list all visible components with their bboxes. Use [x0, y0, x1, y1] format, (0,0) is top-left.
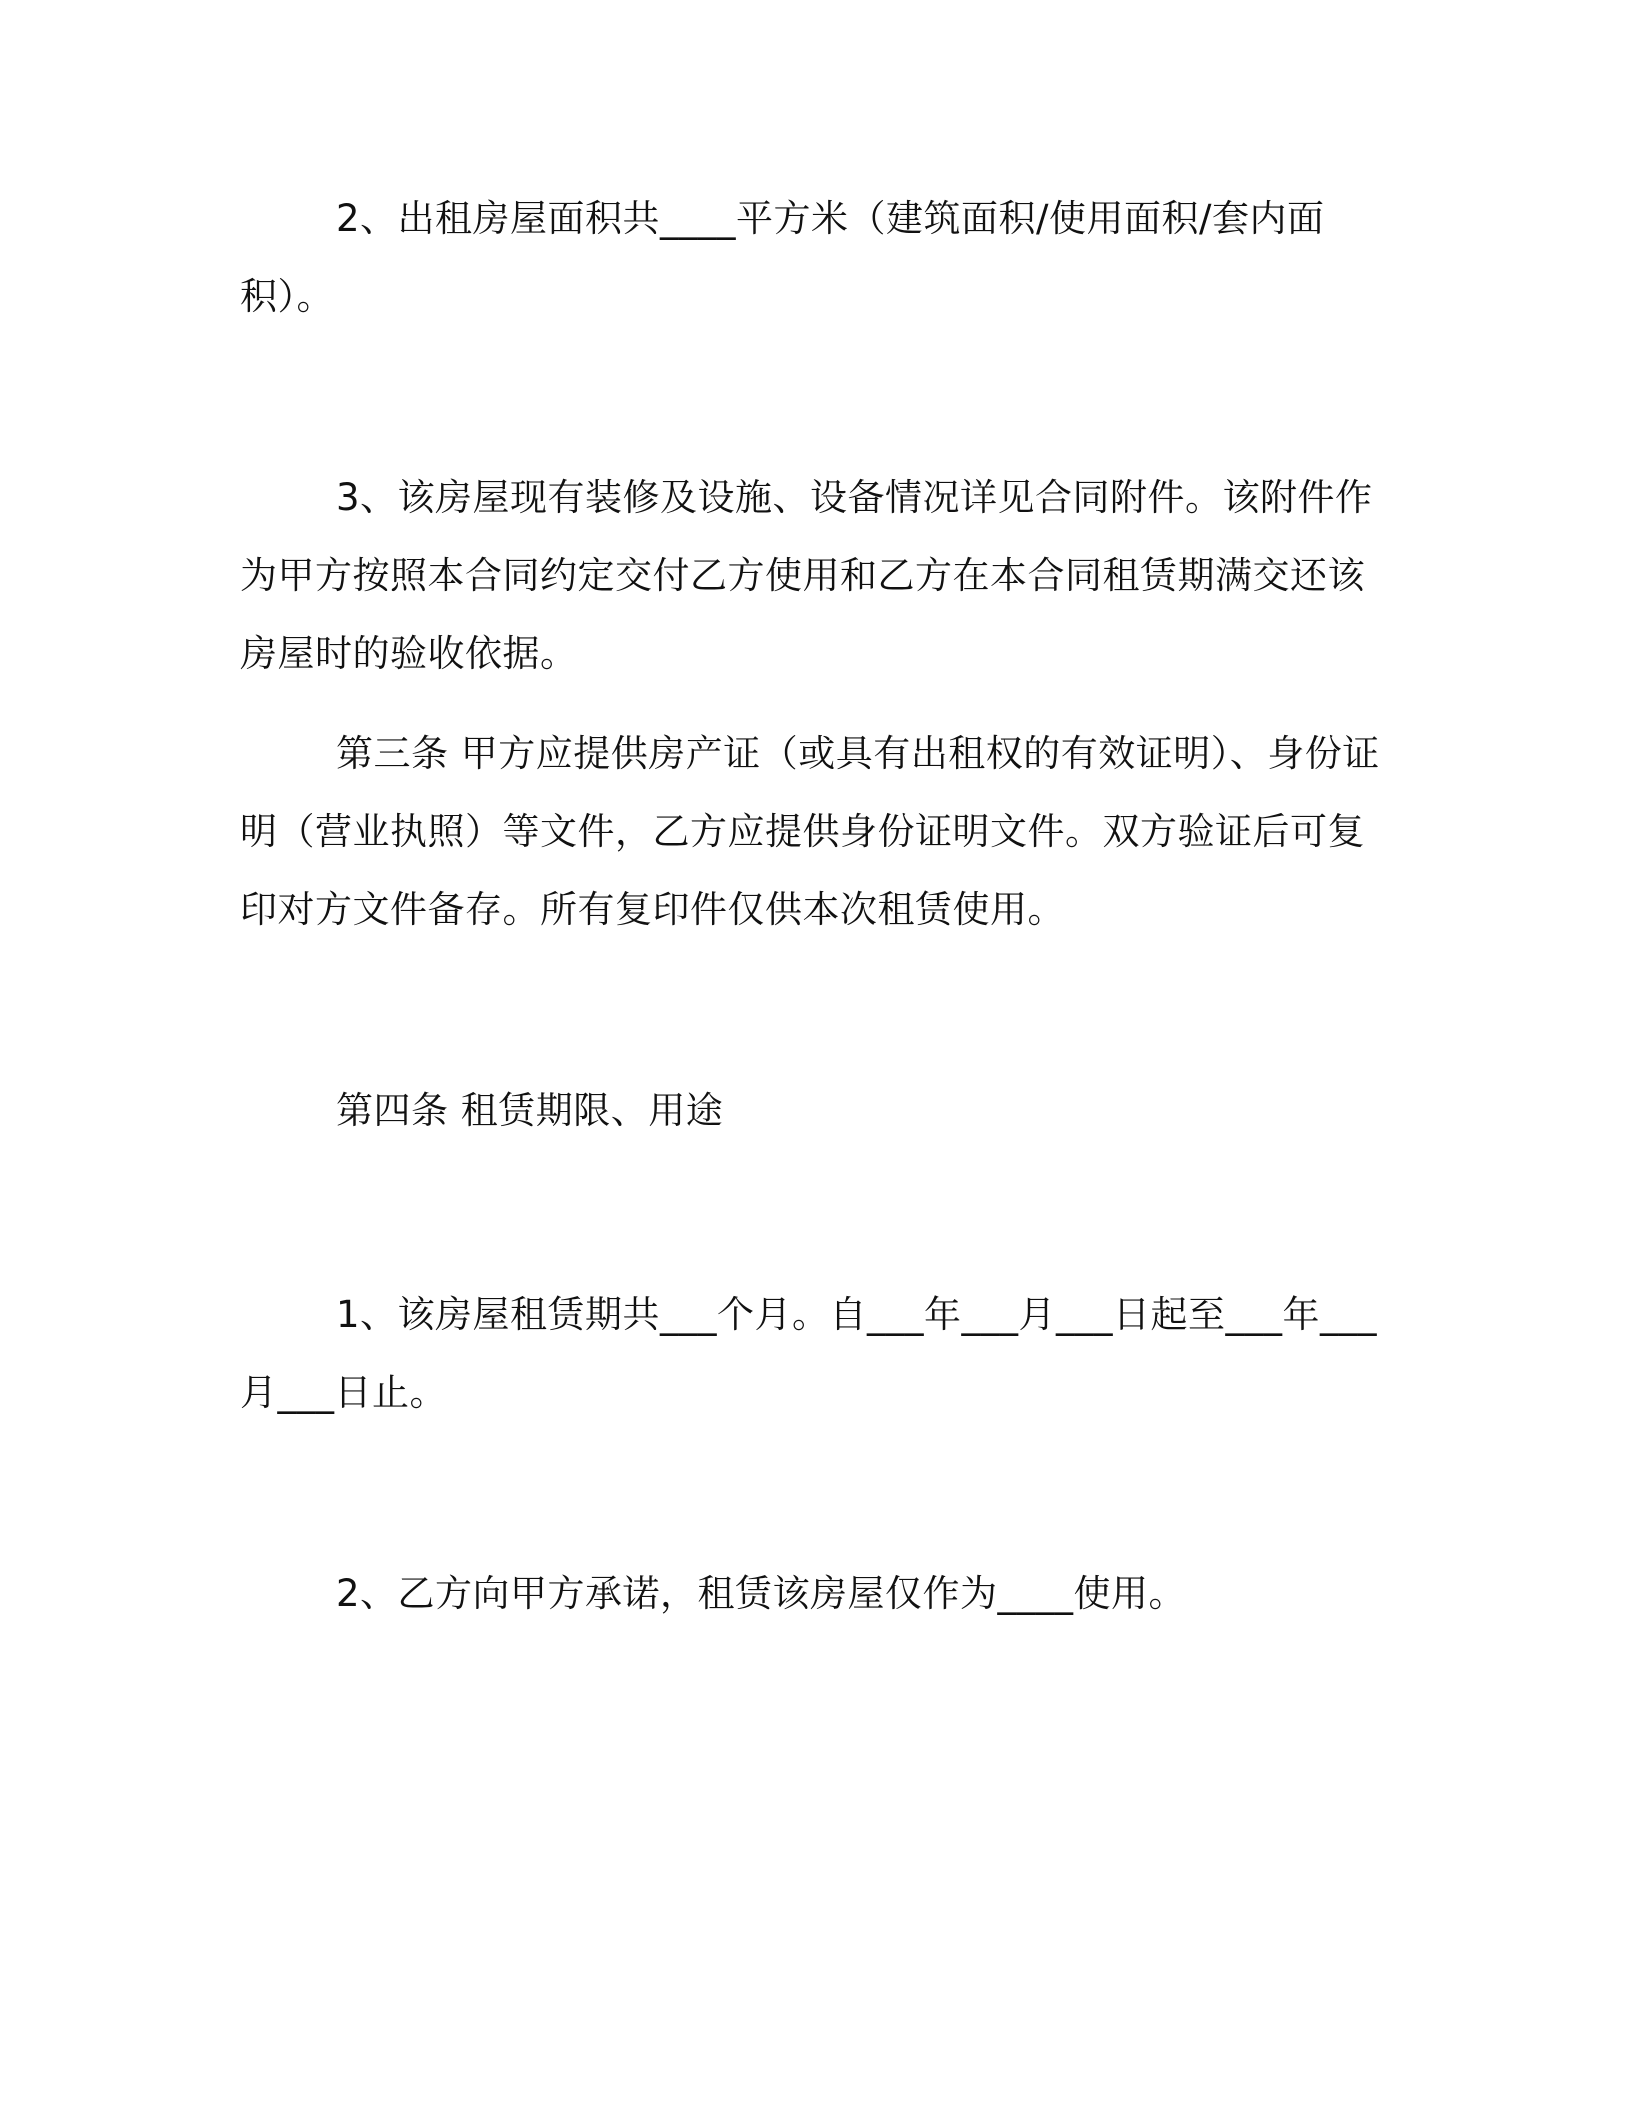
- clause-lease-term-paragraph: 1、该房屋租赁期共___个月。自___年___月___日起至___年___月___日止。: [240, 1293, 1378, 1414]
- clause-fixtures-paragraph: 3、该房屋现有装修及设施、设备情况详见合同附件。该附件作为甲方按照本合同约定交付乙方使用和乙方在本合同租赁期满交还该房屋时的验收依据。: [240, 476, 1373, 675]
- clause-usage-paragraph: 2、乙方向甲方承诺，租赁该房屋仅作为____使用。: [336, 1572, 1187, 1615]
- article-three-paragraph: 第三条 甲方应提供房产证（或具有出租权的有效证明）、身份证明（营业执照）等文件，乙方应提供身份证明文件。双方验证后可复印对方文件备存。所有复印件仅供本次租赁使用。: [240, 732, 1380, 931]
- article-four-heading: 第四条 租赁期限、用途: [336, 1089, 724, 1132]
- clause-area-paragraph: 2、出租房屋面积共____平方米（建筑面积/使用面积/套内面积）。: [240, 197, 1325, 318]
